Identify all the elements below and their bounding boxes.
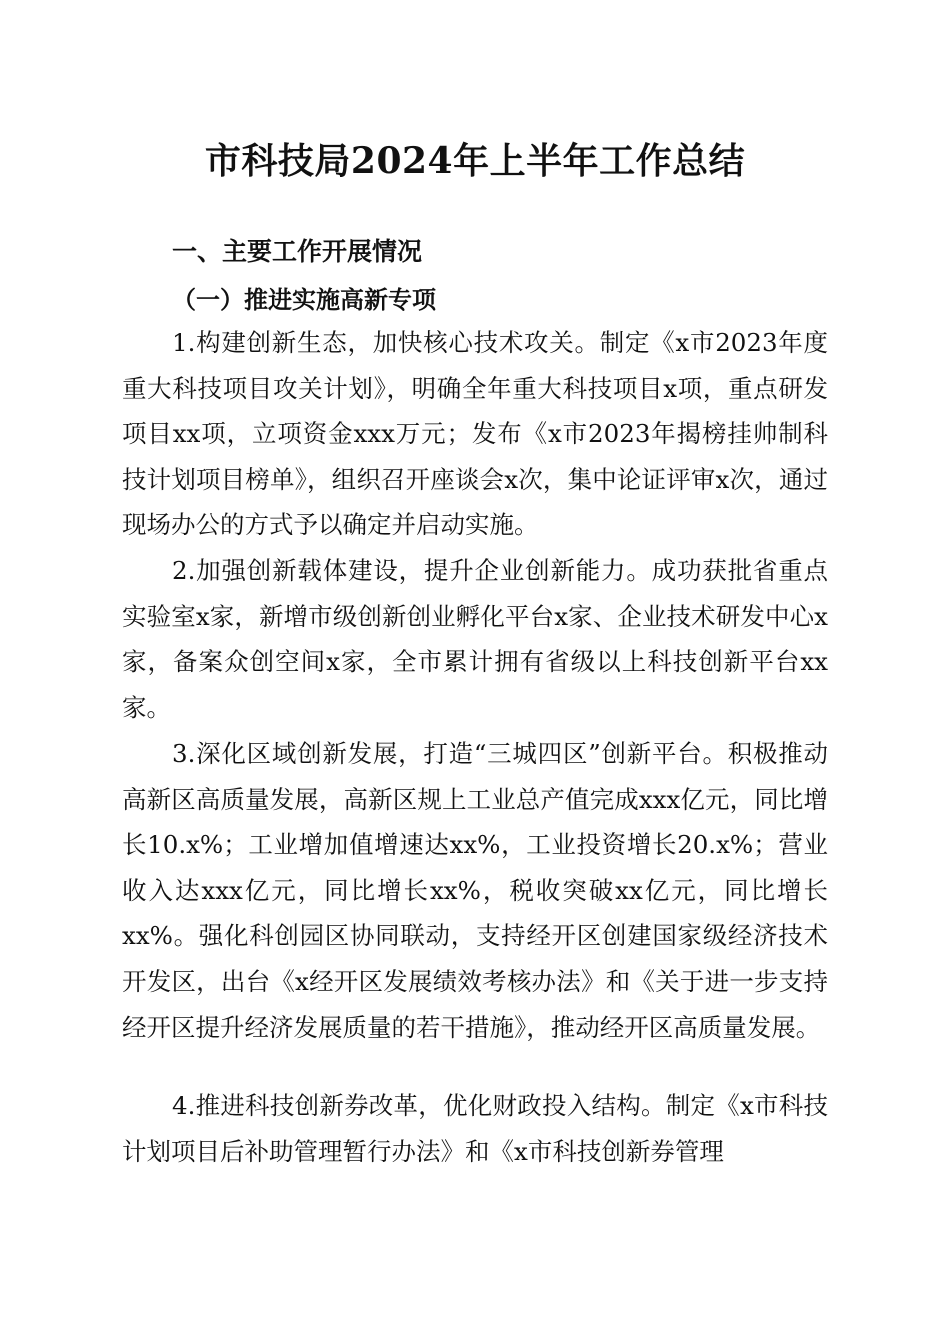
paragraph-4: 4.推进科技创新券改革，优化财政投入结构。制定《x市科技计划项目后补助管理暂行办法》和《x市科技创新券管理 [122, 1091, 828, 1166]
paragraph-2: 2.加强创新载体建设，提升企业创新能力。成功获批省重点实验室x家，新增市级创新创业孵化平台x家、企业技术研发中心x家，备案众创空间x家，全市累计拥有省级以上科技创新平台xx家。 [122, 556, 828, 722]
paragraph-1: 1.构建创新生态，加快核心技术攻关。制定《x市2023年度重大科技项目攻关计划》，明确全年重大科技项目x项，重点研发项目xx项，立项资金xxx万元；发布《x市2023年揭榜挂帅制科技计划项目榜单》，组织召开座谈会x次，集中论证评审x次，通过现场办公的方式予以确定并启动实施。 [122, 328, 828, 540]
paragraph-3: 3.深化区域创新发展，打造“三城四区”创新平台。积极推动高新区高质量发展，高新区规上工业总产值完成xxx亿元，同比增长10.x%；工业增加值增速达xx%，工业投资增长20.x%；营业收入达xxx亿元，同比增长xx%，税收突破xx亿元，同比增长xx%。强化科创园区协同联动，支持经开区创建国家级经济技术开发区，出台《x经开区发展绩效考核办法》和《关于进一步支持经开区提升经济发展质量的若干措施》，推动经开区高质量发展。 [122, 739, 828, 1042]
document-title: 市科技局2024年上半年工作总结 [204, 140, 746, 182]
section-heading: 一、主要工作开展情况 [172, 237, 423, 266]
sub-heading: （一）推进实施高新专项 [172, 286, 436, 314]
